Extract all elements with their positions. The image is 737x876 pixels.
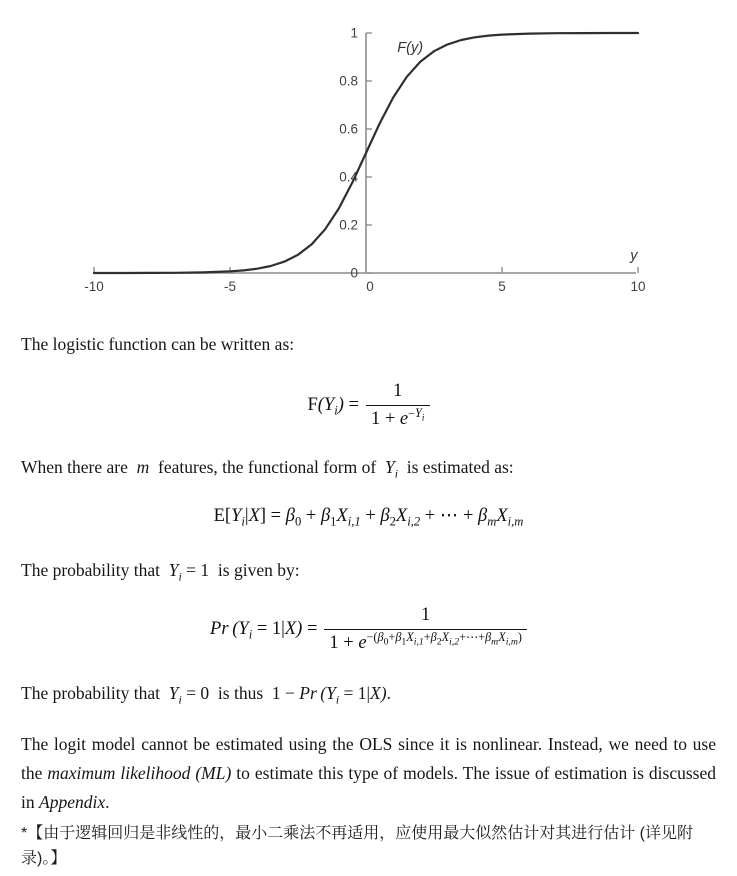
eq-probability-fraction — [324, 605, 527, 654]
para-probability-zero: The probability that $Y_i = 0$ is thus 1 − Pr $(Y_i = 1|X)$. — [21, 683, 391, 707]
eq-probability-lhs: Pr $(Y_i = 1|X)$ = — [210, 619, 318, 642]
para-probability-one: The probability that $Y_i = 1$ is given by: — [21, 560, 300, 584]
logistic-function-figure — [0, 0, 737, 312]
logistic-chart — [0, 0, 737, 312]
x-tick-label: -5 — [223, 279, 237, 294]
eq-logistic-lhs: $F(Y_i)$ = — [307, 395, 359, 418]
para-logit-estimation: The logit model cannot be estimated using the OLS since it is nonlinear. Instead, we need to use the maximum likelihood (ML) to estimate this type of models. The issue of estimation is discussed in Appendix. — [21, 734, 716, 813]
equation-probability — [0, 605, 737, 654]
y-tick-label: 0.6 — [339, 121, 358, 137]
eq-probability-numerator: 1 — [421, 605, 431, 626]
x-tick-label: 5 — [498, 279, 506, 294]
para-logistic-intro: The logistic function can be written as: — [21, 334, 295, 354]
x-axis-label: y — [630, 247, 638, 264]
y-tick-label: 1 — [350, 25, 358, 41]
equation-logistic-function — [0, 381, 737, 430]
y-tick-label: 0 — [350, 265, 358, 281]
x-tick-label: 0 — [366, 279, 374, 294]
x-tick-label: 10 — [630, 279, 646, 294]
eq-logistic-numerator: 1 — [393, 381, 403, 401]
y-tick-label: 0.2 — [339, 217, 358, 233]
eq-logistic-denominator: $1 + e^{-Y_i}$ — [370, 406, 425, 429]
x-tick-label: -10 — [84, 279, 104, 294]
eq-probability-denominator: $1 + e^{-(\beta_0+\beta_1X_{i,1}+\beta_2X_{i,2}+\cdots+\beta_mX_{i,m})}$ — [329, 630, 522, 653]
eq-expectation-body: $E[Y_i|X] = \beta_0 + \beta_1X_{i,1} + \beta_2X_{i,2}$ + ⋯ + $\beta_mX_{i,m}$ — [213, 506, 524, 529]
para-m-features: When there are m features, the functional form of $Y_i$ is estimated as: — [21, 457, 514, 481]
y-tick-label: 0.4 — [339, 169, 358, 185]
curve-label: F(y) — [397, 39, 424, 56]
para-chinese-note: *【由于逻辑回归是非线性的，最小二乘法不再适用，应使用最大似然估计对其进行估计 (详见附录)。】 — [21, 825, 694, 868]
y-tick-label: 0.8 — [339, 73, 358, 89]
eq-logistic-fraction — [366, 381, 430, 430]
equation-expectation — [0, 503, 737, 530]
